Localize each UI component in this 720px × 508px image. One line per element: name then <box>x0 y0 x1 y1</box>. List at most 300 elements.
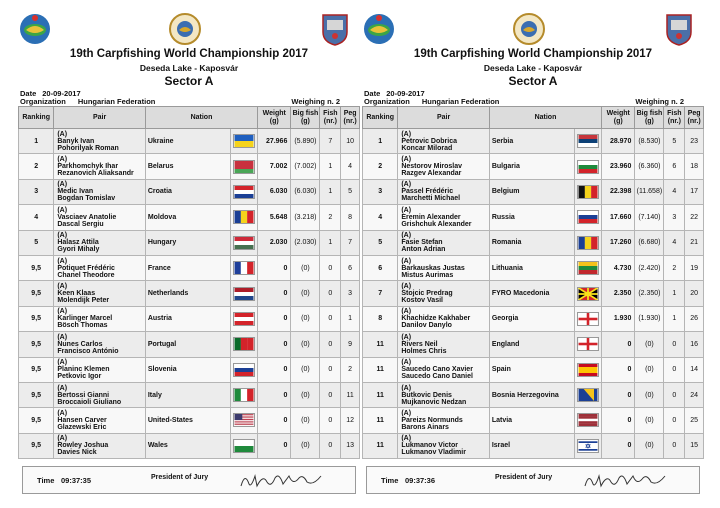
pair-cell <box>398 433 489 458</box>
pair-sector: (A) <box>401 384 412 392</box>
peg-cell: 1 <box>341 306 360 331</box>
big-fish-cell: (2.030) <box>291 230 320 255</box>
pair-sector: (A) <box>57 130 68 138</box>
peg-cell: 16 <box>685 332 704 357</box>
peg-cell: 22 <box>685 205 704 230</box>
footer-bar <box>22 466 356 494</box>
table-row <box>363 408 704 433</box>
col-big-fish: Big fish (g) <box>635 107 664 129</box>
angler-2: Bösch Thomas <box>57 322 108 330</box>
flag-bulgaria-icon <box>577 160 599 174</box>
col-nation: Nation <box>489 107 601 129</box>
weight-cell: 0 <box>258 332 291 357</box>
peg-cell: 9 <box>341 332 360 357</box>
results-sheet-left <box>18 8 360 494</box>
pair-sector: (A) <box>57 409 68 417</box>
fish-cell: 0 <box>320 408 341 433</box>
pair-cell <box>398 154 489 179</box>
nation-cell: Bulgaria <box>489 154 574 179</box>
peg-cell: 10 <box>341 129 360 154</box>
col-weight: Weight (g) <box>258 107 291 129</box>
weight-cell: 23.960 <box>602 154 635 179</box>
pair-sector: (A) <box>57 257 68 265</box>
angler-1: Lukmanov Victor <box>401 442 459 450</box>
nation-cell: Russia <box>489 205 574 230</box>
table-row <box>19 382 360 407</box>
federation-crest-icon <box>318 12 352 46</box>
flag-cell <box>231 332 258 357</box>
fish-cell: 4 <box>664 179 685 204</box>
flag-cell <box>575 357 602 382</box>
weight-cell: 0 <box>602 408 635 433</box>
flag-serbia-icon <box>577 134 599 148</box>
table-row <box>363 230 704 255</box>
peg-cell: 26 <box>685 306 704 331</box>
pair-sector: (A) <box>57 181 68 189</box>
peg-cell: 20 <box>685 281 704 306</box>
table-row <box>363 205 704 230</box>
flag-cell <box>231 179 258 204</box>
nation-cell: Netherlands <box>145 281 230 306</box>
rank-cell: 5 <box>19 230 54 255</box>
col-fish: Fish (nr.) <box>664 107 685 129</box>
flag-cell <box>231 357 258 382</box>
big-fish-cell: (2.350) <box>635 281 664 306</box>
fish-cell: 0 <box>664 332 685 357</box>
col-ranking: Ranking <box>19 107 54 129</box>
flag-slovenia-icon <box>233 363 255 377</box>
organization-line: Organization Hungarian Federation <box>20 97 156 106</box>
table-row <box>19 408 360 433</box>
weight-cell: 0 <box>602 332 635 357</box>
flag-portugal-icon <box>233 337 255 351</box>
weight-cell: 0 <box>602 382 635 407</box>
pair-sector: (A) <box>57 384 68 392</box>
flag-netherlands-icon <box>233 287 255 301</box>
rank-cell: 11 <box>363 332 398 357</box>
flag-cell <box>575 306 602 331</box>
fish-cell: 0 <box>320 382 341 407</box>
flag-cell <box>575 129 602 154</box>
table-row <box>363 306 704 331</box>
flag-cell <box>231 205 258 230</box>
rank-cell: 9,5 <box>19 408 54 433</box>
angler-2: Davies Nick <box>57 449 97 457</box>
peg-cell: 17 <box>685 179 704 204</box>
pair-cell <box>398 205 489 230</box>
flag-cell <box>575 205 602 230</box>
angler-1: Halasz Attila <box>57 239 99 247</box>
big-fish-cell: (0) <box>635 433 664 458</box>
fish-cell: 0 <box>320 433 341 458</box>
rank-cell: 8 <box>363 306 398 331</box>
rank-cell: 11 <box>363 382 398 407</box>
pair-sector: (A) <box>57 283 68 291</box>
flag-georgia-icon <box>577 312 599 326</box>
nation-cell: Israel <box>489 433 574 458</box>
big-fish-cell: (11.658) <box>635 179 664 204</box>
rank-cell: 6 <box>363 255 398 280</box>
peg-cell: 14 <box>685 357 704 382</box>
nation-cell: Wales <box>145 433 230 458</box>
pair-cell <box>398 255 489 280</box>
peg-cell: 15 <box>685 433 704 458</box>
fish-cell: 0 <box>320 357 341 382</box>
peg-cell: 2 <box>341 357 360 382</box>
weight-cell: 1.930 <box>602 306 635 331</box>
jury-signature <box>581 468 671 492</box>
angler-2: Holmes Chris <box>401 347 447 355</box>
venue: Deseda Lake - Kaposvár <box>483 63 583 73</box>
pair-sector: (A) <box>401 435 412 443</box>
big-fish-cell: (0) <box>291 306 320 331</box>
fish-cell: 6 <box>664 154 685 179</box>
angler-2: Kostov Vasil <box>401 297 443 305</box>
peg-cell: 7 <box>341 230 360 255</box>
flag-austria-icon <box>233 312 255 326</box>
nation-cell: Lithuania <box>489 255 574 280</box>
flag-cell <box>575 382 602 407</box>
angler-2: Chanel Theodore <box>57 271 115 279</box>
peg-cell: 25 <box>685 408 704 433</box>
angler-1: Nestorov Miroslav <box>401 163 463 171</box>
fish-cell: 7 <box>320 129 341 154</box>
nation-cell: Ukraine <box>145 129 230 154</box>
flag-cell <box>231 255 258 280</box>
table-row <box>363 129 704 154</box>
big-fish-cell: (0) <box>291 382 320 407</box>
weight-cell: 22.398 <box>602 179 635 204</box>
angler-1: Passel Frédéric <box>401 188 454 196</box>
weight-cell: 0 <box>258 357 291 382</box>
angler-1: Saucedo Cano Xavier <box>401 366 473 374</box>
angler-1: Banyk Ivan <box>57 137 95 145</box>
rank-cell: 4 <box>363 205 398 230</box>
fish-cell: 0 <box>320 332 341 357</box>
angler-1: Potiquet Frédéric <box>57 264 115 272</box>
angler-2: Mujkanovic Nedzan <box>401 398 467 406</box>
nation-cell: Georgia <box>489 306 574 331</box>
pair-cell <box>398 230 489 255</box>
col-fish: Fish (nr.) <box>320 107 341 129</box>
fish-cell: 1 <box>664 281 685 306</box>
col-big-fish: Big fish (g) <box>291 107 320 129</box>
angler-1: Butkovic Denis <box>401 391 452 399</box>
angler-1: Vasciaev Anatolie <box>57 213 117 221</box>
time-label: Time <box>381 476 399 485</box>
pair-sector: (A) <box>401 359 412 367</box>
fish-cell: 1 <box>320 230 341 255</box>
pair-cell <box>398 382 489 407</box>
pair-sector: (A) <box>57 359 68 367</box>
rank-cell: 3 <box>19 179 54 204</box>
flag-cell <box>231 408 258 433</box>
peg-cell: 24 <box>685 382 704 407</box>
big-fish-cell: (3.218) <box>291 205 320 230</box>
flag-wales-icon <box>233 439 255 453</box>
flag-belarus-icon <box>233 160 255 174</box>
pair-cell <box>54 408 145 433</box>
pair-sector: (A) <box>401 308 412 316</box>
col-nation: Nation <box>145 107 257 129</box>
championship-emblem-icon <box>512 12 546 46</box>
flag-cell <box>575 230 602 255</box>
rank-cell: 2 <box>19 154 54 179</box>
angler-1: Pareizs Normunds <box>401 416 463 424</box>
big-fish-cell: (0) <box>635 382 664 407</box>
club-logo-icon <box>362 12 396 46</box>
table-row <box>363 357 704 382</box>
pair-cell <box>398 179 489 204</box>
flag-cell <box>231 230 258 255</box>
table-row <box>19 205 360 230</box>
angler-2: Bogdan Tomislav <box>57 195 116 203</box>
jury-signature <box>237 468 327 492</box>
flag-cell <box>231 306 258 331</box>
nation-cell: Belarus <box>145 154 230 179</box>
big-fish-cell: (6.680) <box>635 230 664 255</box>
flag-croatia-icon <box>233 185 255 199</box>
flag-ukraine-icon <box>233 134 255 148</box>
fish-cell: 4 <box>664 230 685 255</box>
flag-hungary-icon <box>233 236 255 250</box>
nation-cell: Austria <box>145 306 230 331</box>
angler-2: Dascal Sergiu <box>57 220 104 228</box>
weight-cell: 0 <box>258 382 291 407</box>
angler-2: Saucedo Cano Daniel <box>401 373 473 381</box>
col-pair: Pair <box>54 107 145 129</box>
footer-bar <box>366 466 700 494</box>
big-fish-cell: (7.002) <box>291 154 320 179</box>
rank-cell: 9,5 <box>19 357 54 382</box>
table-row <box>19 179 360 204</box>
flag-cell <box>231 281 258 306</box>
big-fish-cell: (0) <box>635 408 664 433</box>
angler-2: Danilov Danylo <box>401 322 452 330</box>
nation-cell: Moldova <box>145 205 230 230</box>
sector-title: Sector A <box>164 74 214 88</box>
big-fish-cell: (1.930) <box>635 306 664 331</box>
nation-cell: Romania <box>489 230 574 255</box>
weight-cell: 0 <box>258 306 291 331</box>
pair-cell <box>54 205 145 230</box>
flag-italy-icon <box>233 388 255 402</box>
peg-cell: 23 <box>685 129 704 154</box>
flag-spain-icon <box>577 363 599 377</box>
angler-1: Petrovic Dobrica <box>401 137 457 145</box>
big-fish-cell: (0) <box>291 408 320 433</box>
pair-sector: (A) <box>401 283 412 291</box>
nation-cell: Croatia <box>145 179 230 204</box>
nation-cell: Hungary <box>145 230 230 255</box>
time-value: 09:37:35 <box>61 476 92 485</box>
pair-sector: (A) <box>57 206 68 214</box>
pair-cell <box>54 129 145 154</box>
nation-cell: FYRO Macedonia <box>489 281 574 306</box>
table-row <box>19 306 360 331</box>
angler-1: Parkhomchyk Ihar <box>57 163 119 171</box>
table-row <box>19 129 360 154</box>
pair-cell <box>54 281 145 306</box>
rank-cell: 3 <box>363 179 398 204</box>
event-title: 19th Carpfishing World Championship 2017 <box>413 48 653 60</box>
angler-1: Stojcic Predrag <box>401 290 453 298</box>
angler-2: Rezanovich Aliaksandr <box>57 170 134 178</box>
weight-cell: 0 <box>258 433 291 458</box>
flag-cell <box>575 433 602 458</box>
peg-cell: 21 <box>685 230 704 255</box>
weight-cell: 0 <box>602 433 635 458</box>
rank-cell: 9,5 <box>19 382 54 407</box>
flag-moldova-icon <box>233 210 255 224</box>
peg-cell: 11 <box>341 382 360 407</box>
weighing-number: Weighing n. 2 <box>635 97 684 106</box>
flag-belgium-icon <box>577 185 599 199</box>
pair-cell <box>398 332 489 357</box>
angler-2: Gyori Mihaly <box>57 246 100 254</box>
rank-cell: 9,5 <box>19 281 54 306</box>
fish-cell: 0 <box>664 408 685 433</box>
col-peg: Peg (nr.) <box>685 107 704 129</box>
table-row <box>19 230 360 255</box>
pair-sector: (A) <box>401 156 412 164</box>
pair-sector: (A) <box>401 333 412 341</box>
rank-cell: 11 <box>363 433 398 458</box>
angler-1: Karlinger Marcel <box>57 315 113 323</box>
angler-2: Mistus Aurimas <box>401 271 454 279</box>
weight-cell: 2.350 <box>602 281 635 306</box>
fish-cell: 1 <box>320 179 341 204</box>
angler-2: Glazewski Eric <box>57 423 107 431</box>
flag-cell <box>231 433 258 458</box>
weight-cell: 0 <box>258 408 291 433</box>
weight-cell: 27.966 <box>258 129 291 154</box>
rank-cell: 9,5 <box>19 255 54 280</box>
date-line: Date 20-09-2017 <box>20 89 81 98</box>
angler-1: Rowley Joshua <box>57 442 109 450</box>
col-ranking: Ranking <box>363 107 398 129</box>
table-row <box>19 332 360 357</box>
table-row <box>19 255 360 280</box>
big-fish-cell: (0) <box>635 332 664 357</box>
pair-cell <box>54 179 145 204</box>
peg-cell: 19 <box>685 255 704 280</box>
fish-cell: 1 <box>320 154 341 179</box>
fish-cell: 0 <box>320 255 341 280</box>
nation-cell: United-States <box>145 408 230 433</box>
angler-2: Anton Adrian <box>401 246 446 254</box>
nation-cell: Serbia <box>489 129 574 154</box>
big-fish-cell: (7.140) <box>635 205 664 230</box>
pair-cell <box>54 357 145 382</box>
flag-latvia-icon <box>577 413 599 427</box>
pair-cell <box>398 357 489 382</box>
rank-cell: 1 <box>19 129 54 154</box>
flag-bosnia-icon <box>577 388 599 402</box>
pair-sector: (A) <box>401 130 412 138</box>
flag-usa-icon <box>233 413 255 427</box>
flag-cell <box>575 255 602 280</box>
angler-2: Molendijk Peter <box>57 297 110 305</box>
table-row <box>19 281 360 306</box>
flag-cell <box>575 281 602 306</box>
table-row <box>363 255 704 280</box>
flag-macedonia-icon <box>577 287 599 301</box>
flag-israel-icon <box>577 439 599 453</box>
rank-cell: 9,5 <box>19 332 54 357</box>
pair-cell <box>54 382 145 407</box>
pair-cell <box>398 408 489 433</box>
nation-cell: France <box>145 255 230 280</box>
weight-cell: 0 <box>258 281 291 306</box>
nation-cell: Slovenia <box>145 357 230 382</box>
flag-cell <box>575 332 602 357</box>
fish-cell: 0 <box>664 382 685 407</box>
angler-2: Lukmanov Vladimir <box>401 449 466 457</box>
results-table <box>18 106 360 459</box>
weight-cell: 5.648 <box>258 205 291 230</box>
weight-cell: 0 <box>258 255 291 280</box>
pair-cell <box>54 433 145 458</box>
rank-cell: 2 <box>363 154 398 179</box>
table-row <box>363 154 704 179</box>
big-fish-cell: (0) <box>291 357 320 382</box>
big-fish-cell: (6.030) <box>291 179 320 204</box>
rank-cell: 5 <box>363 230 398 255</box>
table-row <box>363 382 704 407</box>
event-title: 19th Carpfishing World Championship 2017 <box>69 48 309 60</box>
col-peg: Peg (nr.) <box>341 107 360 129</box>
organization-line: Organization Hungarian Federation <box>364 97 500 106</box>
fish-cell: 2 <box>320 205 341 230</box>
angler-2: Petkovic Igor <box>57 373 102 381</box>
pair-sector: (A) <box>401 257 412 265</box>
nation-cell: Italy <box>145 382 230 407</box>
nation-cell: Belgium <box>489 179 574 204</box>
pair-cell <box>54 154 145 179</box>
rank-cell: 11 <box>363 357 398 382</box>
pair-sector: (A) <box>57 156 68 164</box>
peg-cell: 3 <box>341 281 360 306</box>
table-row <box>19 357 360 382</box>
fish-cell: 3 <box>664 205 685 230</box>
big-fish-cell: (8.530) <box>635 129 664 154</box>
pair-cell <box>398 306 489 331</box>
nation-cell: Portugal <box>145 332 230 357</box>
col-weight: Weight (g) <box>602 107 635 129</box>
angler-2: Grishchuk Alexander <box>401 220 472 228</box>
angler-1: Fasie Stefan <box>401 239 443 247</box>
pair-sector: (A) <box>57 333 68 341</box>
fish-cell: 0 <box>664 433 685 458</box>
angler-1: Rivers Neil <box>401 340 438 348</box>
angler-2: Marchetti Michael <box>401 195 461 203</box>
pair-cell <box>54 306 145 331</box>
angler-1: Eremin Alexander <box>401 213 461 221</box>
pair-cell <box>398 129 489 154</box>
fish-cell: 0 <box>320 281 341 306</box>
table-row <box>363 179 704 204</box>
results-table <box>362 106 704 459</box>
big-fish-cell: (0) <box>291 281 320 306</box>
flag-france-icon <box>233 261 255 275</box>
big-fish-cell: (2.420) <box>635 255 664 280</box>
rank-cell: 11 <box>363 408 398 433</box>
rank-cell: 9,5 <box>19 433 54 458</box>
angler-2: Razgev Alexandar <box>401 170 462 178</box>
angler-2: Pohorilyak Roman <box>57 144 119 152</box>
big-fish-cell: (6.360) <box>635 154 664 179</box>
